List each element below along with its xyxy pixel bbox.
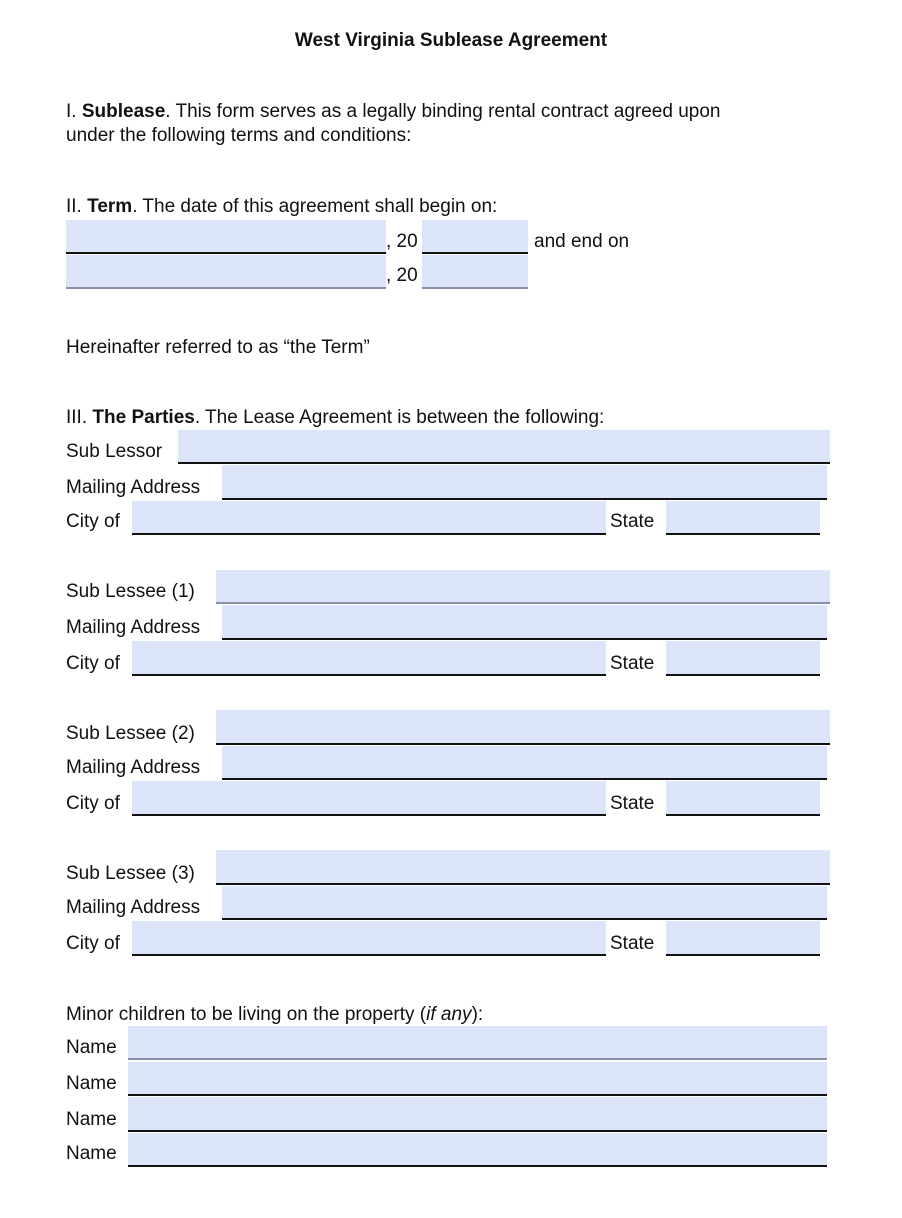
- document-title: West Virginia Sublease Agreement: [294, 30, 608, 51]
- sub-lessor-city-input[interactable]: [132, 501, 606, 535]
- sub-lessor-name-input[interactable]: [178, 430, 830, 464]
- minor-children-heading: Minor children to be living on the property (if any):: [66, 1004, 484, 1025]
- section-term: II. Term. The date of this agreement shall begin on:: [66, 196, 498, 217]
- sub-lessor-state-input[interactable]: [666, 501, 820, 535]
- and-end-on-label: and end on: [534, 231, 630, 252]
- sub-lessee-2-state-input[interactable]: [666, 781, 820, 816]
- hereinafter-text: Hereinafter referred to as “the Term”: [66, 337, 370, 358]
- sub-lessee-3-state-input[interactable]: [666, 921, 820, 956]
- minor-name-2-input[interactable]: [128, 1062, 827, 1096]
- term-begin-year-input[interactable]: [422, 220, 528, 254]
- minor-name-3-input[interactable]: [128, 1097, 827, 1132]
- sub-lessee-1-name-input[interactable]: [216, 570, 830, 604]
- term-end-date-input[interactable]: [66, 255, 386, 289]
- sub-lessee-2-city-input[interactable]: [132, 781, 606, 816]
- sub-lessee-1-address-input[interactable]: [222, 605, 827, 640]
- sub-lessee-1-city-input[interactable]: [132, 641, 606, 676]
- term-begin-date-input[interactable]: [66, 220, 386, 254]
- sub-lessee-2-name-input[interactable]: [216, 710, 830, 745]
- sub-lessee-3-address-input[interactable]: [222, 886, 827, 920]
- section-parties: III. The Parties. The Lease Agreement is between the following:: [66, 407, 605, 428]
- section-term-heading: Term: [87, 196, 133, 217]
- section-sublease: I. Sublease. This form serves as a legally binding rental contract agreed upon under the following terms and conditions:: [66, 101, 721, 146]
- sub-lessor-address-input[interactable]: [222, 465, 827, 500]
- minor-name-1-input[interactable]: [128, 1026, 827, 1060]
- sub-lessee-2-address-input[interactable]: [222, 746, 827, 780]
- section-parties-heading: The Parties: [92, 407, 195, 428]
- minor-name-4-input[interactable]: [128, 1133, 827, 1167]
- term-end-year-input[interactable]: [422, 255, 528, 289]
- sub-lessee-1-state-input[interactable]: [666, 641, 820, 676]
- section-sublease-heading: Sublease: [81, 101, 166, 122]
- sub-lessee-3-name-input[interactable]: [216, 850, 830, 885]
- sub-lessee-3-city-input[interactable]: [132, 921, 606, 956]
